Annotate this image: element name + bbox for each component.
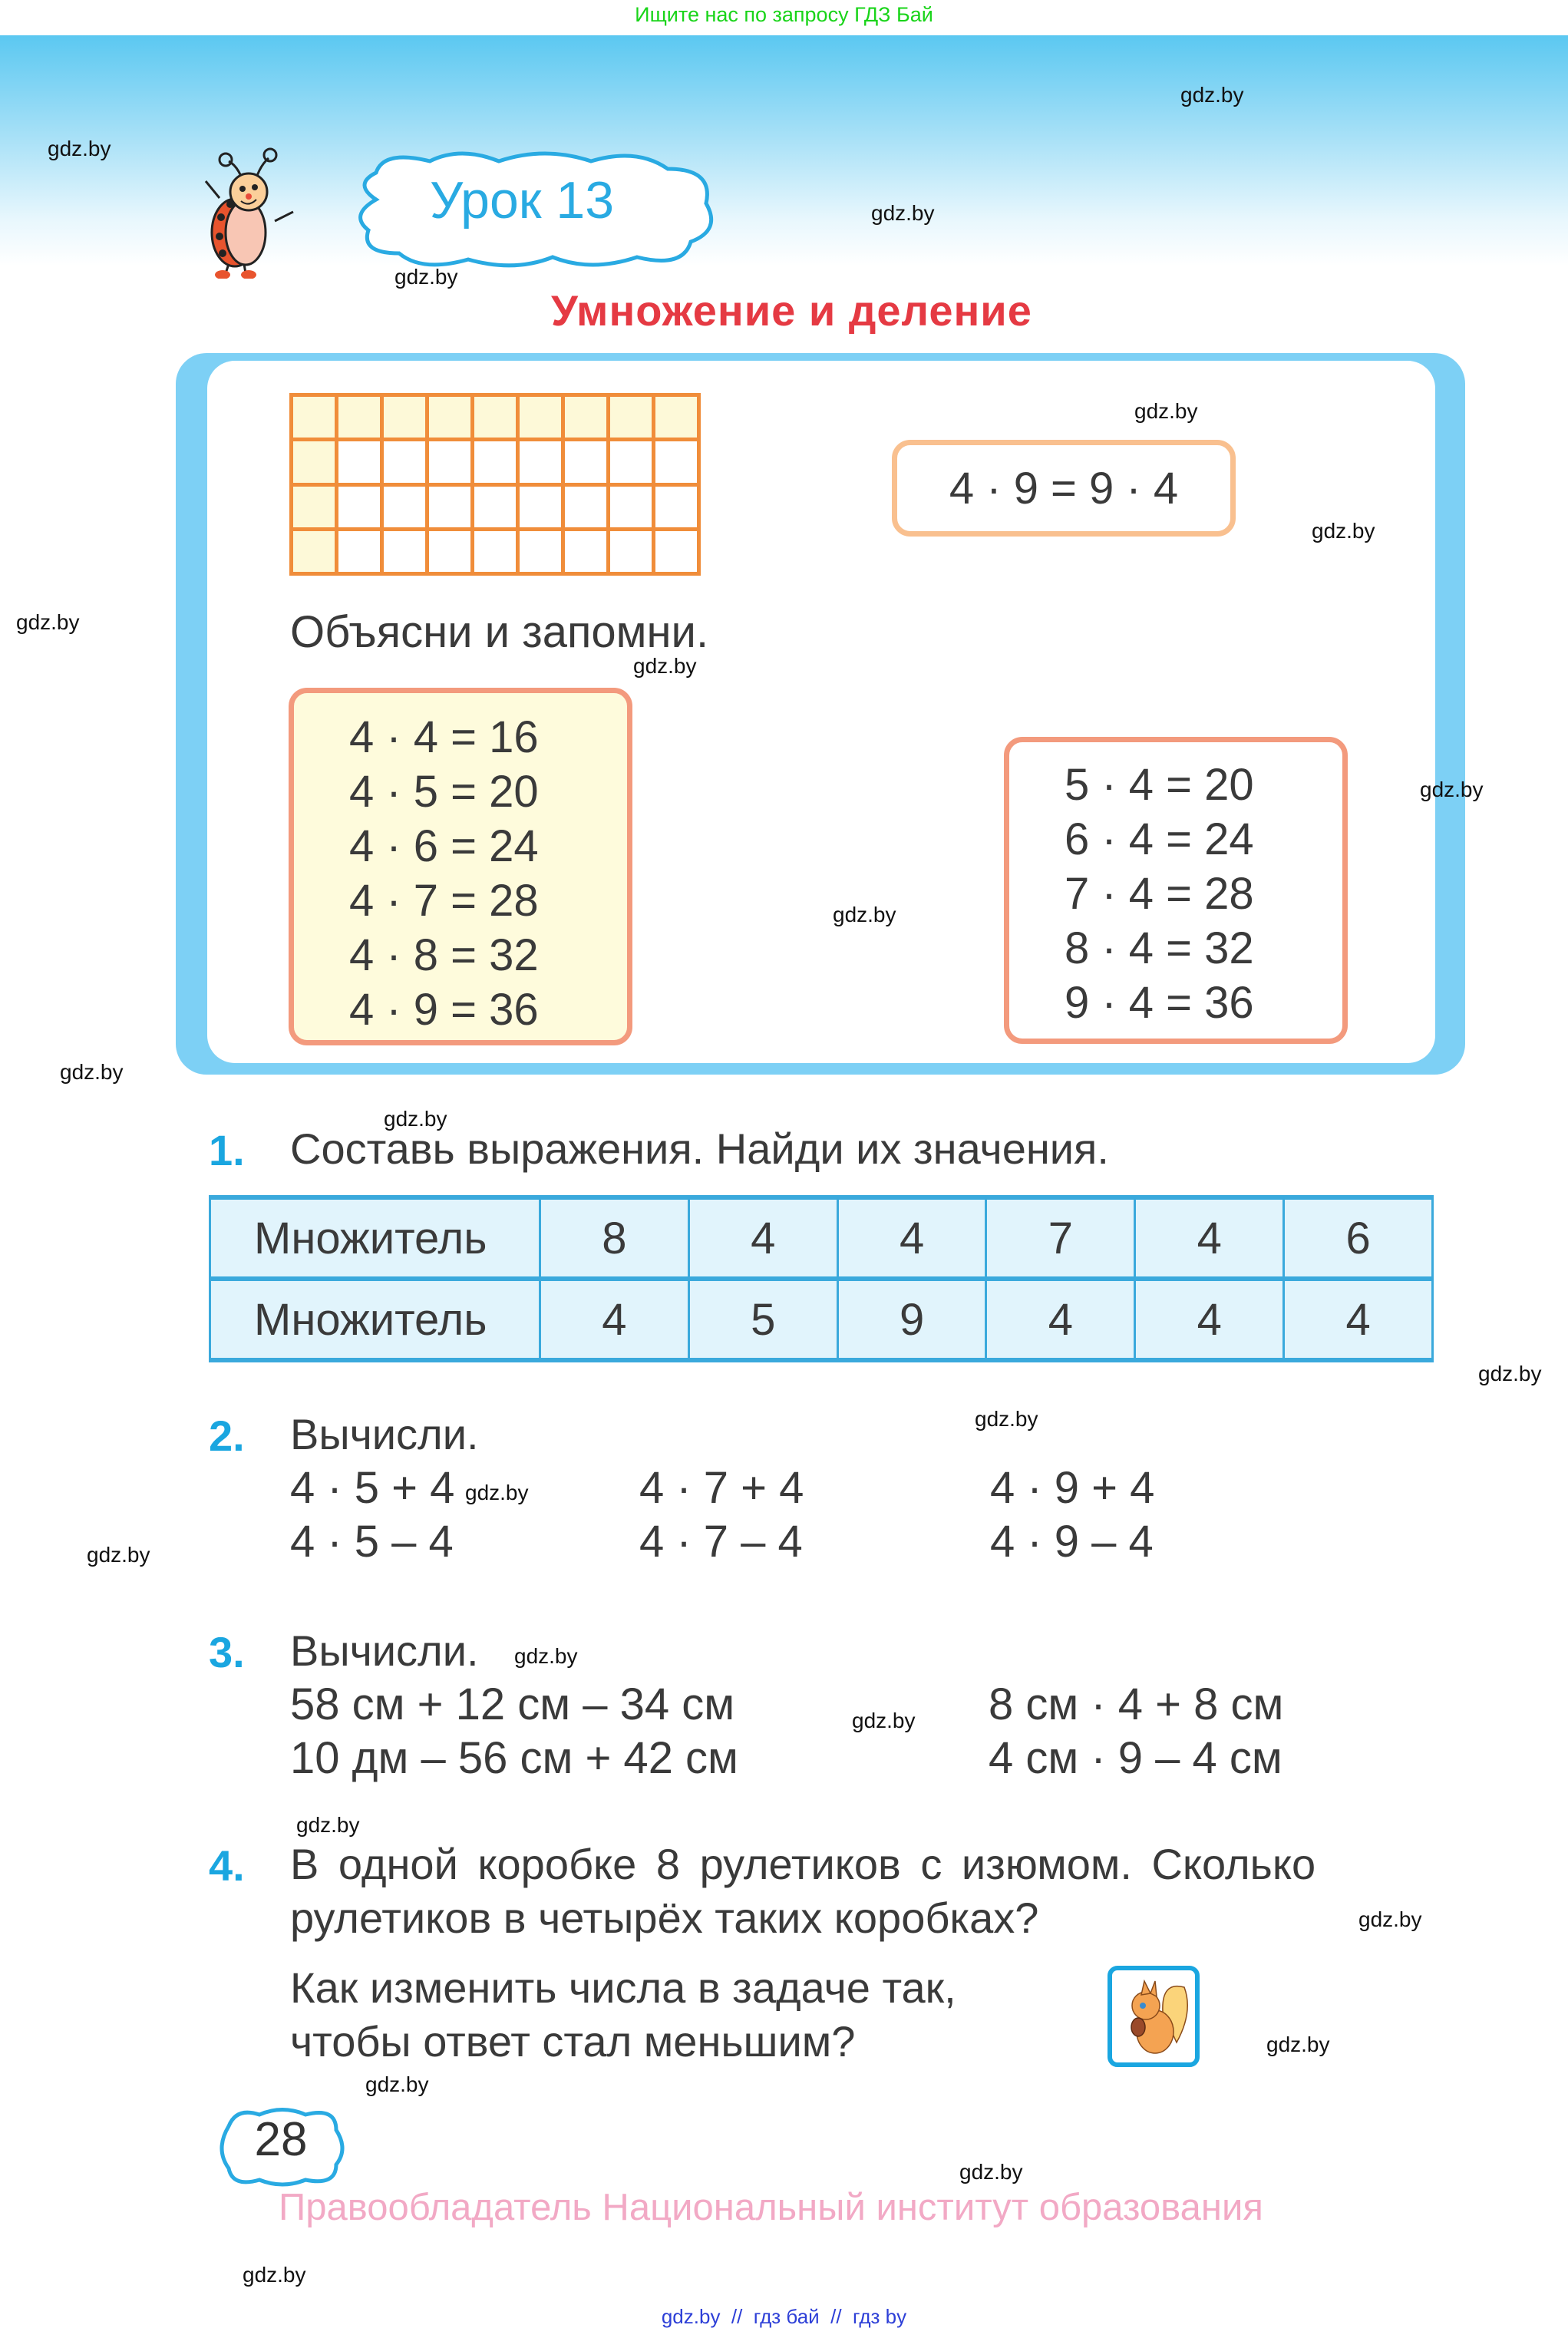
watermark: gdz.by	[852, 1709, 916, 1732]
watermark: gdz.by	[1312, 519, 1375, 543]
expression: 4 · 5 – 4	[290, 1517, 454, 1567]
page-number: 28	[254, 2113, 308, 2166]
watermark: gdz.by	[1134, 399, 1198, 423]
equation: 4 · 5 = 20	[349, 767, 539, 817]
multiplication-grid	[289, 393, 701, 576]
instruction-text: Объясни и запомни.	[290, 607, 709, 657]
table-row	[210, 1197, 1433, 1279]
equation: 4 · 6 = 24	[349, 821, 539, 871]
watermark: gdz.by	[87, 1543, 150, 1567]
watermark: gdz.by	[16, 610, 80, 634]
expression: 10 дм – 56 см + 42 см	[290, 1733, 738, 1783]
ladybug-icon	[198, 144, 298, 279]
task-text-line: В одной коробке 8 рулетиков с изюмом. Сколько	[290, 1840, 1316, 1888]
watermark: gdz.by	[1180, 83, 1244, 107]
watermark: gdz.by	[633, 654, 697, 678]
watermark: gdz.by	[975, 1407, 1038, 1431]
watermark: gdz.by	[1420, 778, 1484, 801]
multiplier-table	[209, 1195, 1434, 1362]
row-label: Множитель	[210, 1197, 540, 1279]
top-note: Ищите нас по запросу ГДЗ Бай	[635, 3, 933, 26]
table-cell: 5	[688, 1279, 837, 1360]
watermark: gdz.by	[465, 1481, 529, 1504]
row-label: Множитель	[210, 1279, 540, 1360]
expression: 4 · 9 – 4	[990, 1517, 1154, 1567]
table-cell: 4	[837, 1197, 986, 1279]
lesson-number: Урок 13	[430, 171, 615, 230]
equation: 4 · 4 = 16	[349, 712, 539, 762]
watermark: gdz.by	[394, 265, 458, 289]
table-cell: 4	[1135, 1197, 1284, 1279]
table-cell: 4	[986, 1279, 1135, 1360]
equation: 4 · 9 = 36	[349, 985, 539, 1035]
left-equation-box	[289, 688, 632, 1045]
equation: 6 · 4 = 24	[1065, 814, 1254, 864]
right-equation-box	[1004, 737, 1348, 1044]
equation: 9 · 4 = 36	[1065, 978, 1254, 1028]
footer-links[interactable]: gdz.by // гдз бай // гдз by	[661, 2305, 907, 2328]
task-number: 4.	[209, 1841, 245, 1890]
expression: 58 см + 12 см – 34 см	[290, 1679, 735, 1729]
table-cell: 9	[837, 1279, 986, 1360]
watermark: gdz.by	[384, 1107, 447, 1131]
table-cell: 4	[540, 1279, 689, 1360]
table-cell: 8	[540, 1197, 689, 1279]
watermark: gdz.by	[60, 1060, 124, 1084]
watermark: gdz.by	[1266, 2033, 1330, 2056]
task-number: 2.	[209, 1412, 245, 1460]
table-cell: 7	[986, 1197, 1135, 1279]
watermark: gdz.by	[833, 903, 896, 926]
question-line: Как изменить числа в задаче так,	[290, 1963, 956, 2012]
watermark: gdz.by	[1358, 1907, 1422, 1931]
watermark: gdz.by	[514, 1644, 578, 1668]
task-text: Составь выражения. Найди их значения.	[290, 1124, 1109, 1173]
lesson-title: Умножение и деление	[551, 286, 1032, 335]
expression: 4 · 5 + 4	[290, 1463, 455, 1513]
expression: 4 · 7 + 4	[639, 1463, 804, 1513]
equation: 7 · 4 = 28	[1065, 869, 1254, 919]
table-row	[210, 1279, 1433, 1360]
task-text-line: рулетиков в четырёх таких коробках?	[290, 1894, 1039, 1942]
watermark: gdz.by	[296, 1813, 360, 1837]
commutative-equation: 4 · 9 = 9 · 4	[949, 463, 1179, 514]
task-number: 3.	[209, 1628, 245, 1676]
table-cell: 4	[1135, 1279, 1284, 1360]
table-cell: 4	[688, 1197, 837, 1279]
equation: 4 · 7 = 28	[349, 876, 539, 926]
equation: 8 · 4 = 32	[1065, 923, 1254, 973]
watermark: gdz.by	[1478, 1362, 1542, 1385]
watermark: gdz.by	[243, 2263, 306, 2287]
commutative-equation-box	[892, 440, 1236, 537]
question-line: чтобы ответ стал меньшим?	[290, 2017, 856, 2066]
task-text: Вычисли.	[290, 1410, 479, 1458]
expression: 4 см · 9 – 4 см	[989, 1733, 1282, 1783]
copyright-text: Правообладатель Национальный институт образования	[279, 2187, 1263, 2228]
task-number: 1.	[209, 1126, 245, 1174]
expression: 8 см · 4 + 8 см	[989, 1679, 1284, 1729]
table-cell: 6	[1284, 1197, 1433, 1279]
expression: 4 · 9 + 4	[990, 1463, 1155, 1513]
watermark: gdz.by	[48, 137, 111, 160]
squirrel-icon	[1108, 1966, 1200, 2067]
watermark: gdz.by	[959, 2160, 1023, 2184]
expression: 4 · 7 – 4	[639, 1517, 803, 1567]
equation: 5 · 4 = 20	[1065, 760, 1254, 810]
watermark: gdz.by	[365, 2072, 429, 2096]
task-text: Вычисли.	[290, 1626, 479, 1675]
equation: 4 · 8 = 32	[349, 930, 539, 980]
watermark: gdz.by	[871, 201, 935, 225]
table-cell: 4	[1284, 1279, 1433, 1360]
